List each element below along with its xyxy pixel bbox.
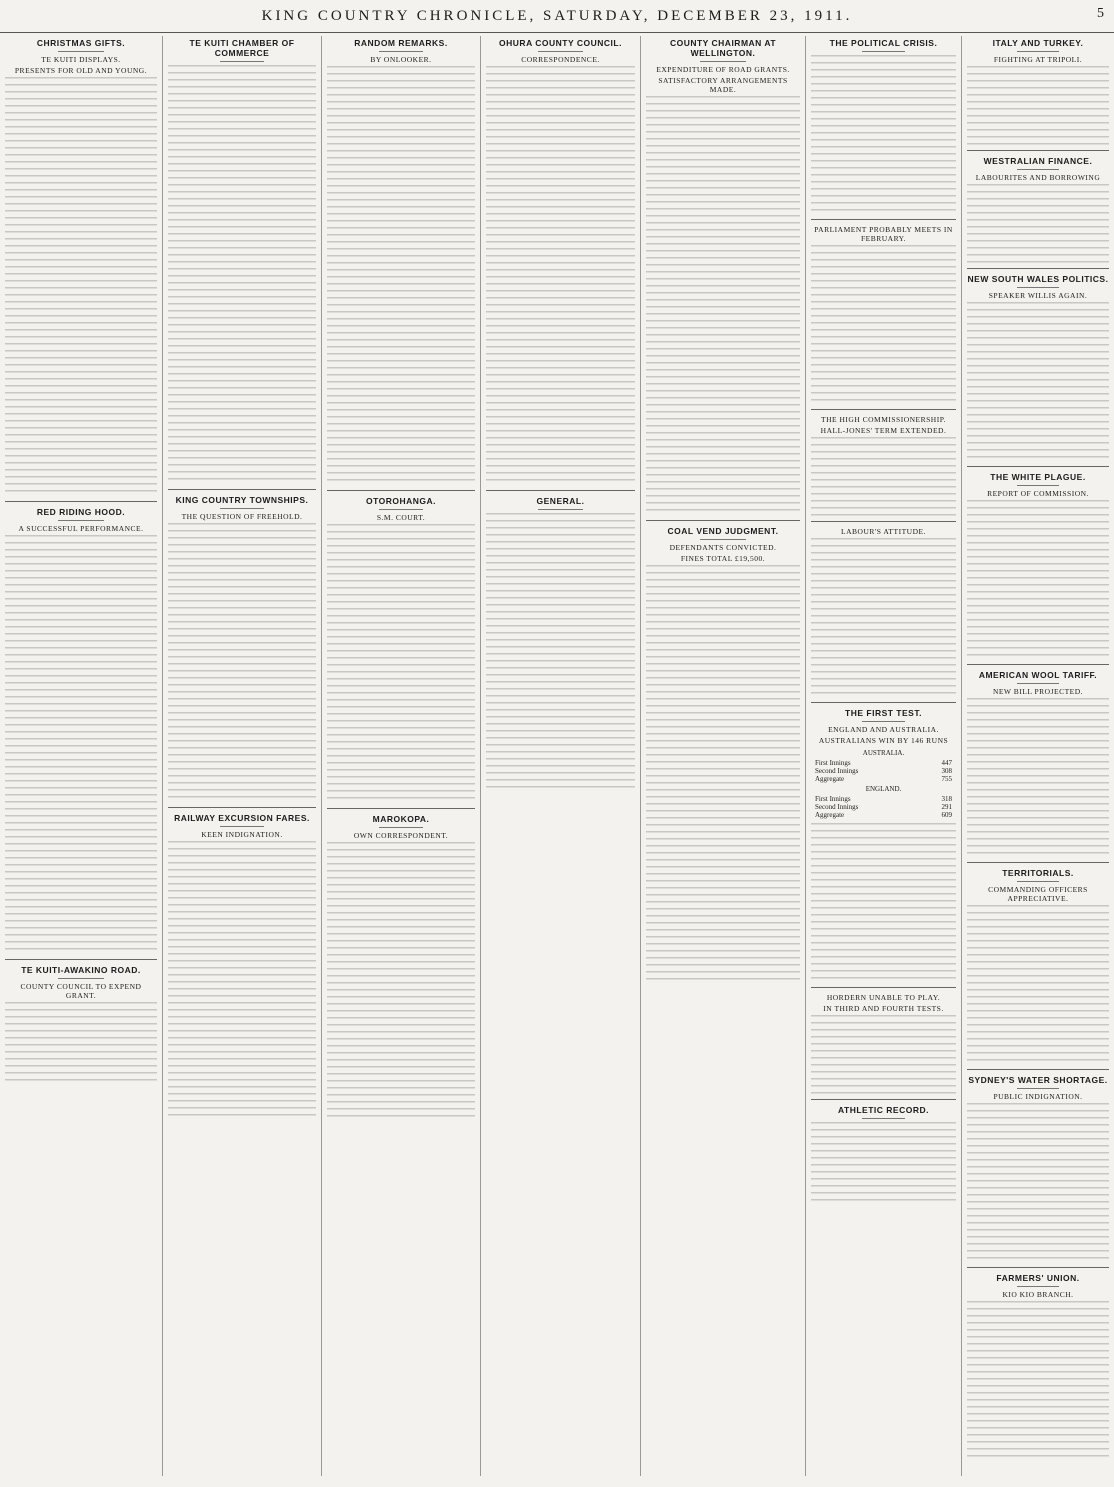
headline-rule — [58, 51, 104, 52]
article-subheading: FIGHTING AT TRIPOLI. — [993, 55, 1083, 64]
score-row — [815, 803, 952, 811]
cricket-score-table — [815, 749, 952, 819]
article-body-text — [967, 302, 1109, 462]
score-row — [815, 811, 952, 819]
article-body-text — [811, 1015, 956, 1095]
headline-rule — [1017, 287, 1060, 288]
article-subheading: TE KUITI DISPLAYS. — [41, 55, 121, 64]
article-subheading: PUBLIC INDIGNATION. — [993, 1092, 1083, 1101]
headline-rule — [220, 508, 264, 509]
innings-score: 755 — [941, 775, 952, 783]
article-subheading: KIO KIO BRANCH. — [1002, 1290, 1074, 1299]
article-headline: THE POLITICAL CRISIS. — [829, 38, 938, 48]
article — [967, 274, 1109, 467]
article-headline: CHRISTMAS GIFTS. — [36, 38, 126, 48]
article — [811, 1105, 956, 1206]
article — [811, 527, 956, 703]
headline-rule — [862, 721, 906, 722]
column-1 — [0, 36, 163, 1476]
innings-score: 609 — [941, 811, 952, 819]
article — [486, 496, 635, 797]
article-body-text — [811, 1122, 956, 1202]
article-headline: AMERICAN WOOL TARIFF. — [978, 670, 1098, 680]
article-headline: WESTRALIAN FINANCE. — [983, 156, 1093, 166]
headline-rule — [1017, 485, 1060, 486]
column-5 — [641, 36, 806, 1476]
article — [168, 38, 316, 490]
article-body-text — [168, 65, 316, 485]
article-headline: TERRITORIALS. — [1002, 868, 1074, 878]
article-subheading: CORRESPONDENCE. — [521, 55, 600, 64]
innings-label: Second Innings — [815, 767, 859, 775]
article — [5, 38, 157, 502]
article — [811, 415, 956, 522]
article-headline: KING COUNTRY TOWNSHIPS. — [175, 495, 309, 505]
article-body-text — [5, 77, 157, 497]
article-body-text — [811, 538, 956, 698]
headline-rule — [379, 51, 423, 52]
headline-rule — [1017, 881, 1060, 882]
article-subheading: SATISFACTORY ARRANGEMENTS MADE. — [658, 76, 788, 94]
article-subheading: ENGLAND AND AUSTRALIA. — [828, 725, 939, 734]
article-headline: GENERAL. — [536, 496, 585, 506]
article-headline: OHURA COUNTY COUNCIL. — [499, 38, 622, 48]
score-row — [815, 759, 952, 767]
article — [646, 526, 800, 989]
article — [168, 813, 316, 1125]
headline-rule — [1017, 683, 1060, 684]
article-subheading: FINES TOTAL £19,500. — [680, 554, 766, 563]
headline-rule — [700, 61, 746, 62]
article — [967, 868, 1109, 1070]
headline-rule — [379, 509, 423, 510]
article-subheading: HALL-JONES' TERM EXTENDED. — [820, 426, 947, 435]
article-headline: ATHLETIC RECORD. — [838, 1105, 929, 1115]
article-body-text — [967, 905, 1109, 1065]
team-name: ENGLAND. — [865, 785, 902, 793]
innings-score: 318 — [941, 795, 952, 803]
headline-rule — [58, 520, 104, 521]
article-subheading: OWN CORRESPONDENT. — [353, 831, 449, 840]
article — [967, 1075, 1109, 1268]
article-body-text — [811, 55, 956, 215]
article — [967, 670, 1109, 863]
article-headline: TE KUITI CHAMBER OF COMMERCE — [189, 38, 295, 58]
article-headline: THE FIRST TEST. — [845, 708, 922, 718]
headline-rule — [379, 827, 423, 828]
article-subheading: PRESENTS FOR OLD AND YOUNG. — [14, 66, 148, 75]
column-4 — [481, 36, 641, 1476]
article-subheading: THE HIGH COMMISSIONERSHIP. — [821, 415, 946, 424]
page-number: 5 — [1097, 6, 1104, 21]
headline-rule — [538, 51, 583, 52]
article — [811, 225, 956, 410]
article-subheading: COUNTY COUNCIL TO EXPEND GRANT. — [20, 982, 142, 1000]
score-row — [815, 775, 952, 783]
article-subheading: A SUCCESSFUL PERFORMANCE. — [18, 524, 144, 533]
innings-score: 291 — [941, 803, 952, 811]
article — [967, 156, 1109, 269]
article-subheading: COMMANDING OFFICERS APPRECIATIVE. — [988, 885, 1088, 903]
article-body-text — [327, 842, 475, 1122]
article-headline: TE KUITI-AWAKINO ROAD. — [21, 965, 141, 975]
article-subheading: BY ONLOOKER. — [370, 55, 432, 64]
article-subheading: HORDERN UNABLE TO PLAY. — [826, 993, 941, 1002]
article-body-text — [646, 565, 800, 985]
article-body-text — [5, 535, 157, 955]
article-subheading: REPORT OF COMMISSION. — [987, 489, 1089, 498]
article-subheading: THE QUESTION OF FREEHOLD. — [181, 512, 303, 521]
headline-rule — [538, 509, 583, 510]
article-subheading: DEFENDANTS CONVICTED. — [669, 543, 777, 552]
article — [168, 495, 316, 808]
article-subheading: LABOURITES AND BORROWING — [975, 173, 1101, 182]
article-body-text — [967, 1103, 1109, 1263]
article — [811, 993, 956, 1100]
headline-rule — [1017, 51, 1060, 52]
masthead — [0, 0, 1114, 33]
article-subheading: LABOUR'S ATTITUDE. — [841, 527, 926, 536]
article — [646, 38, 800, 521]
article-subheading: NEW BILL PROJECTED. — [992, 687, 1084, 696]
column-6 — [806, 36, 962, 1476]
innings-score: 447 — [941, 759, 952, 767]
innings-label: First Innings — [815, 759, 851, 767]
article-body-text — [486, 513, 635, 793]
headline-rule — [1017, 169, 1060, 170]
article-headline: THE WHITE PLAGUE. — [990, 472, 1086, 482]
column-7 — [962, 36, 1114, 1476]
article-subheading: PARLIAMENT PROBABLY MEETS IN FEBRUARY. — [814, 225, 953, 243]
article-body-text — [811, 245, 956, 405]
article-body-text — [967, 184, 1109, 264]
headline-rule — [1017, 1286, 1060, 1287]
headline-rule — [1017, 1088, 1060, 1089]
article — [5, 507, 157, 960]
article-body-text — [486, 66, 635, 486]
team-name: AUSTRALIA. — [862, 749, 905, 757]
article — [327, 38, 475, 491]
article — [811, 708, 956, 988]
innings-label: First Innings — [815, 795, 851, 803]
article-body-text — [811, 823, 956, 983]
article-subheading: EXPENDITURE OF ROAD GRANTS. — [656, 65, 790, 74]
headline-rule — [58, 978, 104, 979]
article — [486, 38, 635, 491]
innings-label: Aggregate — [815, 811, 845, 819]
article-headline: COUNTY CHAIRMAN AT WELLINGTON. — [669, 38, 777, 58]
headline-rule — [700, 539, 746, 540]
headline-rule — [862, 1118, 906, 1119]
article-body-text — [5, 1002, 157, 1082]
article — [5, 965, 157, 1086]
column-3 — [322, 36, 481, 1476]
article-body-text — [168, 523, 316, 803]
article-headline: SYDNEY'S WATER SHORTAGE. — [968, 1075, 1108, 1085]
innings-label: Second Innings — [815, 803, 859, 811]
article-headline: COAL VEND JUDGMENT. — [667, 526, 779, 536]
article-subheading: SPEAKER WILLIS AGAIN. — [988, 291, 1088, 300]
article-body-text — [967, 66, 1109, 146]
article-body-text — [646, 96, 800, 516]
column-2 — [163, 36, 322, 1476]
article-headline: ITALY AND TURKEY. — [992, 38, 1084, 48]
headline-rule — [220, 826, 264, 827]
article — [967, 1273, 1109, 1465]
masthead-title: KING COUNTRY CHRONICLE, SATURDAY, DECEMBER 23, 1911. — [261, 8, 853, 24]
article-headline: RANDOM REMARKS. — [354, 38, 448, 48]
score-row — [815, 767, 952, 775]
article-body-text — [168, 841, 316, 1121]
article — [327, 496, 475, 809]
article-headline: NEW SOUTH WALES POLITICS. — [967, 274, 1109, 284]
article-headline: FARMERS' UNION. — [996, 1273, 1080, 1283]
innings-label: Aggregate — [815, 775, 845, 783]
headline-rule — [220, 61, 264, 62]
article-body-text — [327, 524, 475, 804]
article — [967, 38, 1109, 151]
article-headline: OTOROHANGA. — [365, 496, 437, 506]
article-body-text — [967, 500, 1109, 660]
article-subheading: KEEN INDIGNATION. — [201, 830, 283, 839]
article-subheading: AUSTRALIANS WIN BY 146 RUNS — [818, 736, 949, 745]
article-subheading: IN THIRD AND FOURTH TESTS. — [823, 1004, 944, 1013]
article-body-text — [967, 698, 1109, 858]
article-body-text — [811, 437, 956, 517]
article-body-text — [327, 66, 475, 486]
article-headline: RED RIDING HOOD. — [36, 507, 126, 517]
article — [967, 472, 1109, 665]
article-headline: MAROKOPA. — [372, 814, 430, 824]
article-headline: RAILWAY EXCURSION FARES. — [174, 813, 310, 823]
score-row — [815, 795, 952, 803]
article — [327, 814, 475, 1126]
headline-rule — [862, 51, 906, 52]
article-body-text — [967, 1301, 1109, 1461]
article — [811, 38, 956, 220]
innings-score: 308 — [941, 767, 952, 775]
article-subheading: S.M. COURT. — [376, 513, 426, 522]
